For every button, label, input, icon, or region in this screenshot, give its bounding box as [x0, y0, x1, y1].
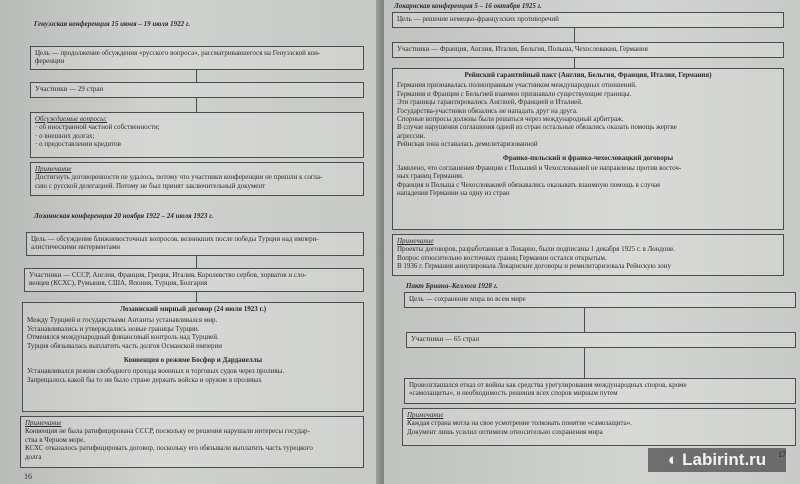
genoa-issue: · о внешних долгах; — [35, 131, 95, 140]
genoa-issues-box — [30, 112, 364, 158]
kellogg-note-line: Каждая страна могла на свое усмотрение толковать понятие «самозащита». — [407, 419, 633, 428]
locarno-note-label: Примечание — [397, 237, 434, 245]
connector-line — [196, 98, 197, 112]
kellogg-goal: Цель — сохранение мира во всем мире — [409, 295, 526, 303]
rhine-pact-line: Германия и Франция с Бельгией взаимно признавали существующие границы. — [397, 89, 632, 98]
kellogg-note-box — [402, 408, 796, 446]
lausanne-goal-line: алистическими интервентами — [31, 243, 121, 252]
straits-title: Конвенция о режиме Босфор и Дарданеллы — [123, 356, 263, 365]
kellogg-content-line: «самозащиты», и необходимость решения всех споров мирным путем — [409, 389, 618, 398]
page-number-left: 16 — [24, 472, 32, 481]
locarno-note-line: В 1936 г. Германия аннулировала Локарнские договоры и ремилитаризовала Рейнскую зону — [397, 262, 672, 271]
genoa-issue: · о предоставлении кредитов — [35, 140, 121, 149]
franco-treaties-line: Франция и Польша с Чехословакией обязывались оказывать взаимную помощь в случае — [397, 180, 661, 189]
lausanne-note-box — [20, 416, 364, 468]
genoa-note-label: Примечание — [35, 165, 72, 173]
locarno-note-line: Проекты договоров, разработанные в Локарно, были подписаны 1 декабря 1925 г. в Лондоне. — [397, 245, 675, 254]
lausanne-treaty-title: Лозаннский мирный договор (24 июля 1923 г.) — [119, 305, 267, 313]
connector-line — [196, 292, 197, 302]
genoa-issues-label: Обсуждаемые вопросы: — [35, 115, 108, 123]
franco-treaties-line: нападения Германии на одну из стран — [397, 189, 510, 198]
straits-line: Устанавливался режим свободного прохода военных и торговых судов через проливы. — [27, 367, 285, 376]
lausanne-note-line: ства в Черном море. — [25, 435, 86, 444]
genoa-issue: · об иностранной частной собственности; — [35, 123, 160, 132]
franco-treaties-line: ных границ Германии. — [397, 172, 464, 181]
lausanne-treaty-line: Между Турцией и государствами Антанты устанавливался мир. — [27, 316, 218, 325]
straits-line: Запрещалось какой бы то ни было стране держать войска и оружие в проливах — [27, 375, 262, 384]
rhine-pact-line: Государства-участники обязались не нападать друг на друга. — [397, 106, 578, 115]
rhine-pact-title: Рейнский гарантийный пакт (Англия, Бельгия, Франция, Италия, Германия) — [464, 71, 712, 79]
connector-line — [574, 28, 575, 42]
kellogg-participants-box — [406, 332, 796, 348]
connector-line — [196, 70, 197, 82]
kellogg-note-line: Документ лишь усилил оптимизм относительно сохранения мира — [407, 427, 603, 436]
watermark-brand: Labirint.ru — [682, 450, 767, 469]
kellogg-title: Пакт Бриана–Келлога 1928 г. — [406, 282, 498, 290]
genoa-note-box — [30, 162, 364, 196]
rhine-pact-line: Спорные вопросы должны были решаться через международный арбитраж. — [397, 115, 624, 124]
kellogg-content-line: Провозглашался отказ от войны как средства урегулирования международных споров, кроме — [409, 381, 687, 389]
rhine-pact-line: Германия признавалась полноправным участником международных отношений. — [397, 81, 637, 90]
lausanne-participants-box — [24, 268, 364, 292]
genoa-note-line: Достигнуть договоренности не удалось, потому что участники конференции не пришли к согла- — [35, 173, 323, 182]
lausanne-note-line: Конвенция не была ратифицирована СССР, поскольку ее решения нарушали интересы государ- — [25, 427, 310, 436]
lausanne-participants-line: венцев (КСХС), Румыния, США, Япония, Турция, Болгария — [29, 279, 208, 288]
rhine-pact-line: Рейнская зона оставалась демилитаризованной — [397, 140, 538, 149]
rhine-pact-line: В случае нарушения соглашения одной из стран остальные обязались оказать помощь жертве — [397, 123, 677, 132]
locarno-agreements-box — [392, 68, 784, 230]
locarno-goal: Цель — решение немецко-французских противоречий — [397, 15, 559, 23]
rhine-pact-line: агрессии. — [397, 131, 426, 140]
labirint-logo-icon: ◐ — [667, 450, 679, 469]
franco-treaties-line: Заявлено, что соглашения Франции с Польшей и Чехословакией не направлены против восточ- — [397, 164, 682, 173]
locarno-title: Локарнская конференция 5 – 16 октября 1925 г. — [394, 2, 542, 10]
lausanne-goal-box — [26, 232, 364, 256]
connector-line — [584, 348, 585, 378]
locarno-goal-box — [392, 12, 784, 28]
rhine-pact-line: Эти границы гарантировались Англией, Францией и Италией. — [397, 98, 583, 107]
connector-line — [584, 308, 585, 332]
lausanne-treaty-line: Отменялся международный финансовый контроль над Турцией. — [27, 333, 219, 342]
right-page — [384, 0, 800, 484]
lausanne-treaty-box — [22, 302, 364, 412]
connector-line — [574, 58, 575, 68]
locarno-note-box — [392, 234, 784, 276]
locarno-participants-box — [392, 42, 784, 58]
genoa-goal-box — [30, 46, 364, 70]
labirint-watermark — [648, 448, 786, 472]
lausanne-note-label: Примечание — [25, 419, 62, 427]
kellogg-note-label: Примечание — [407, 411, 444, 419]
connector-line — [196, 256, 197, 268]
lausanne-note-line: КСХС отказалось ратифицировать договор, поскольку его обязывали выплатить часть турецкого — [25, 444, 313, 453]
kellogg-goal-box — [404, 292, 796, 308]
lausanne-treaty-line: Устанавливались и утверждались новые границы Турции. — [27, 324, 200, 333]
genoa-participants-box — [30, 82, 364, 98]
locarno-note-line: Вопрос относительно восточных границ Германии остался открытым. — [397, 253, 607, 262]
genoa-goal-line: ференции — [35, 57, 65, 66]
franco-treaties-title: Франко-польский и франко-чехословацкий договоры — [502, 153, 674, 162]
lausanne-note-line: долга — [25, 452, 42, 461]
lausanne-goal-line: Цель — обсуждение ближневосточных вопросов, возникших после победы Турции над импери- — [31, 235, 319, 243]
genoa-title: Генуэзская конференция 15 июня – 19 июля 1922 г. — [34, 20, 191, 28]
kellogg-content-box — [404, 378, 796, 404]
lausanne-title: Лозаннская конференция 20 ноября 1922 – 24 июля 1923 г. — [34, 212, 214, 220]
lausanne-treaty-line: Турция обязывалась выплатить часть долгов Османской империи — [27, 341, 222, 350]
left-page — [0, 0, 382, 484]
genoa-note-line: сию с русской делегацией. Потому не был принят заключительный документ — [35, 181, 266, 190]
genoa-participants: Участники — 29 стран — [35, 85, 104, 93]
locarno-participants: Участники — Франция, Англия, Италия, Бельгия, Польша, Чехословакия, Германия — [397, 45, 648, 53]
lausanne-participants-line: Участники — СССР, Англия, Франция, Греция, Италия, Королевство сербов, хорватов и сло- — [29, 271, 307, 279]
genoa-goal-line: Цель — продолжение обсуждения «русского вопроса», рассматривавшегося на Генуэзской кон- — [35, 49, 321, 57]
kellogg-participants: Участники — 65 стран — [411, 335, 480, 343]
